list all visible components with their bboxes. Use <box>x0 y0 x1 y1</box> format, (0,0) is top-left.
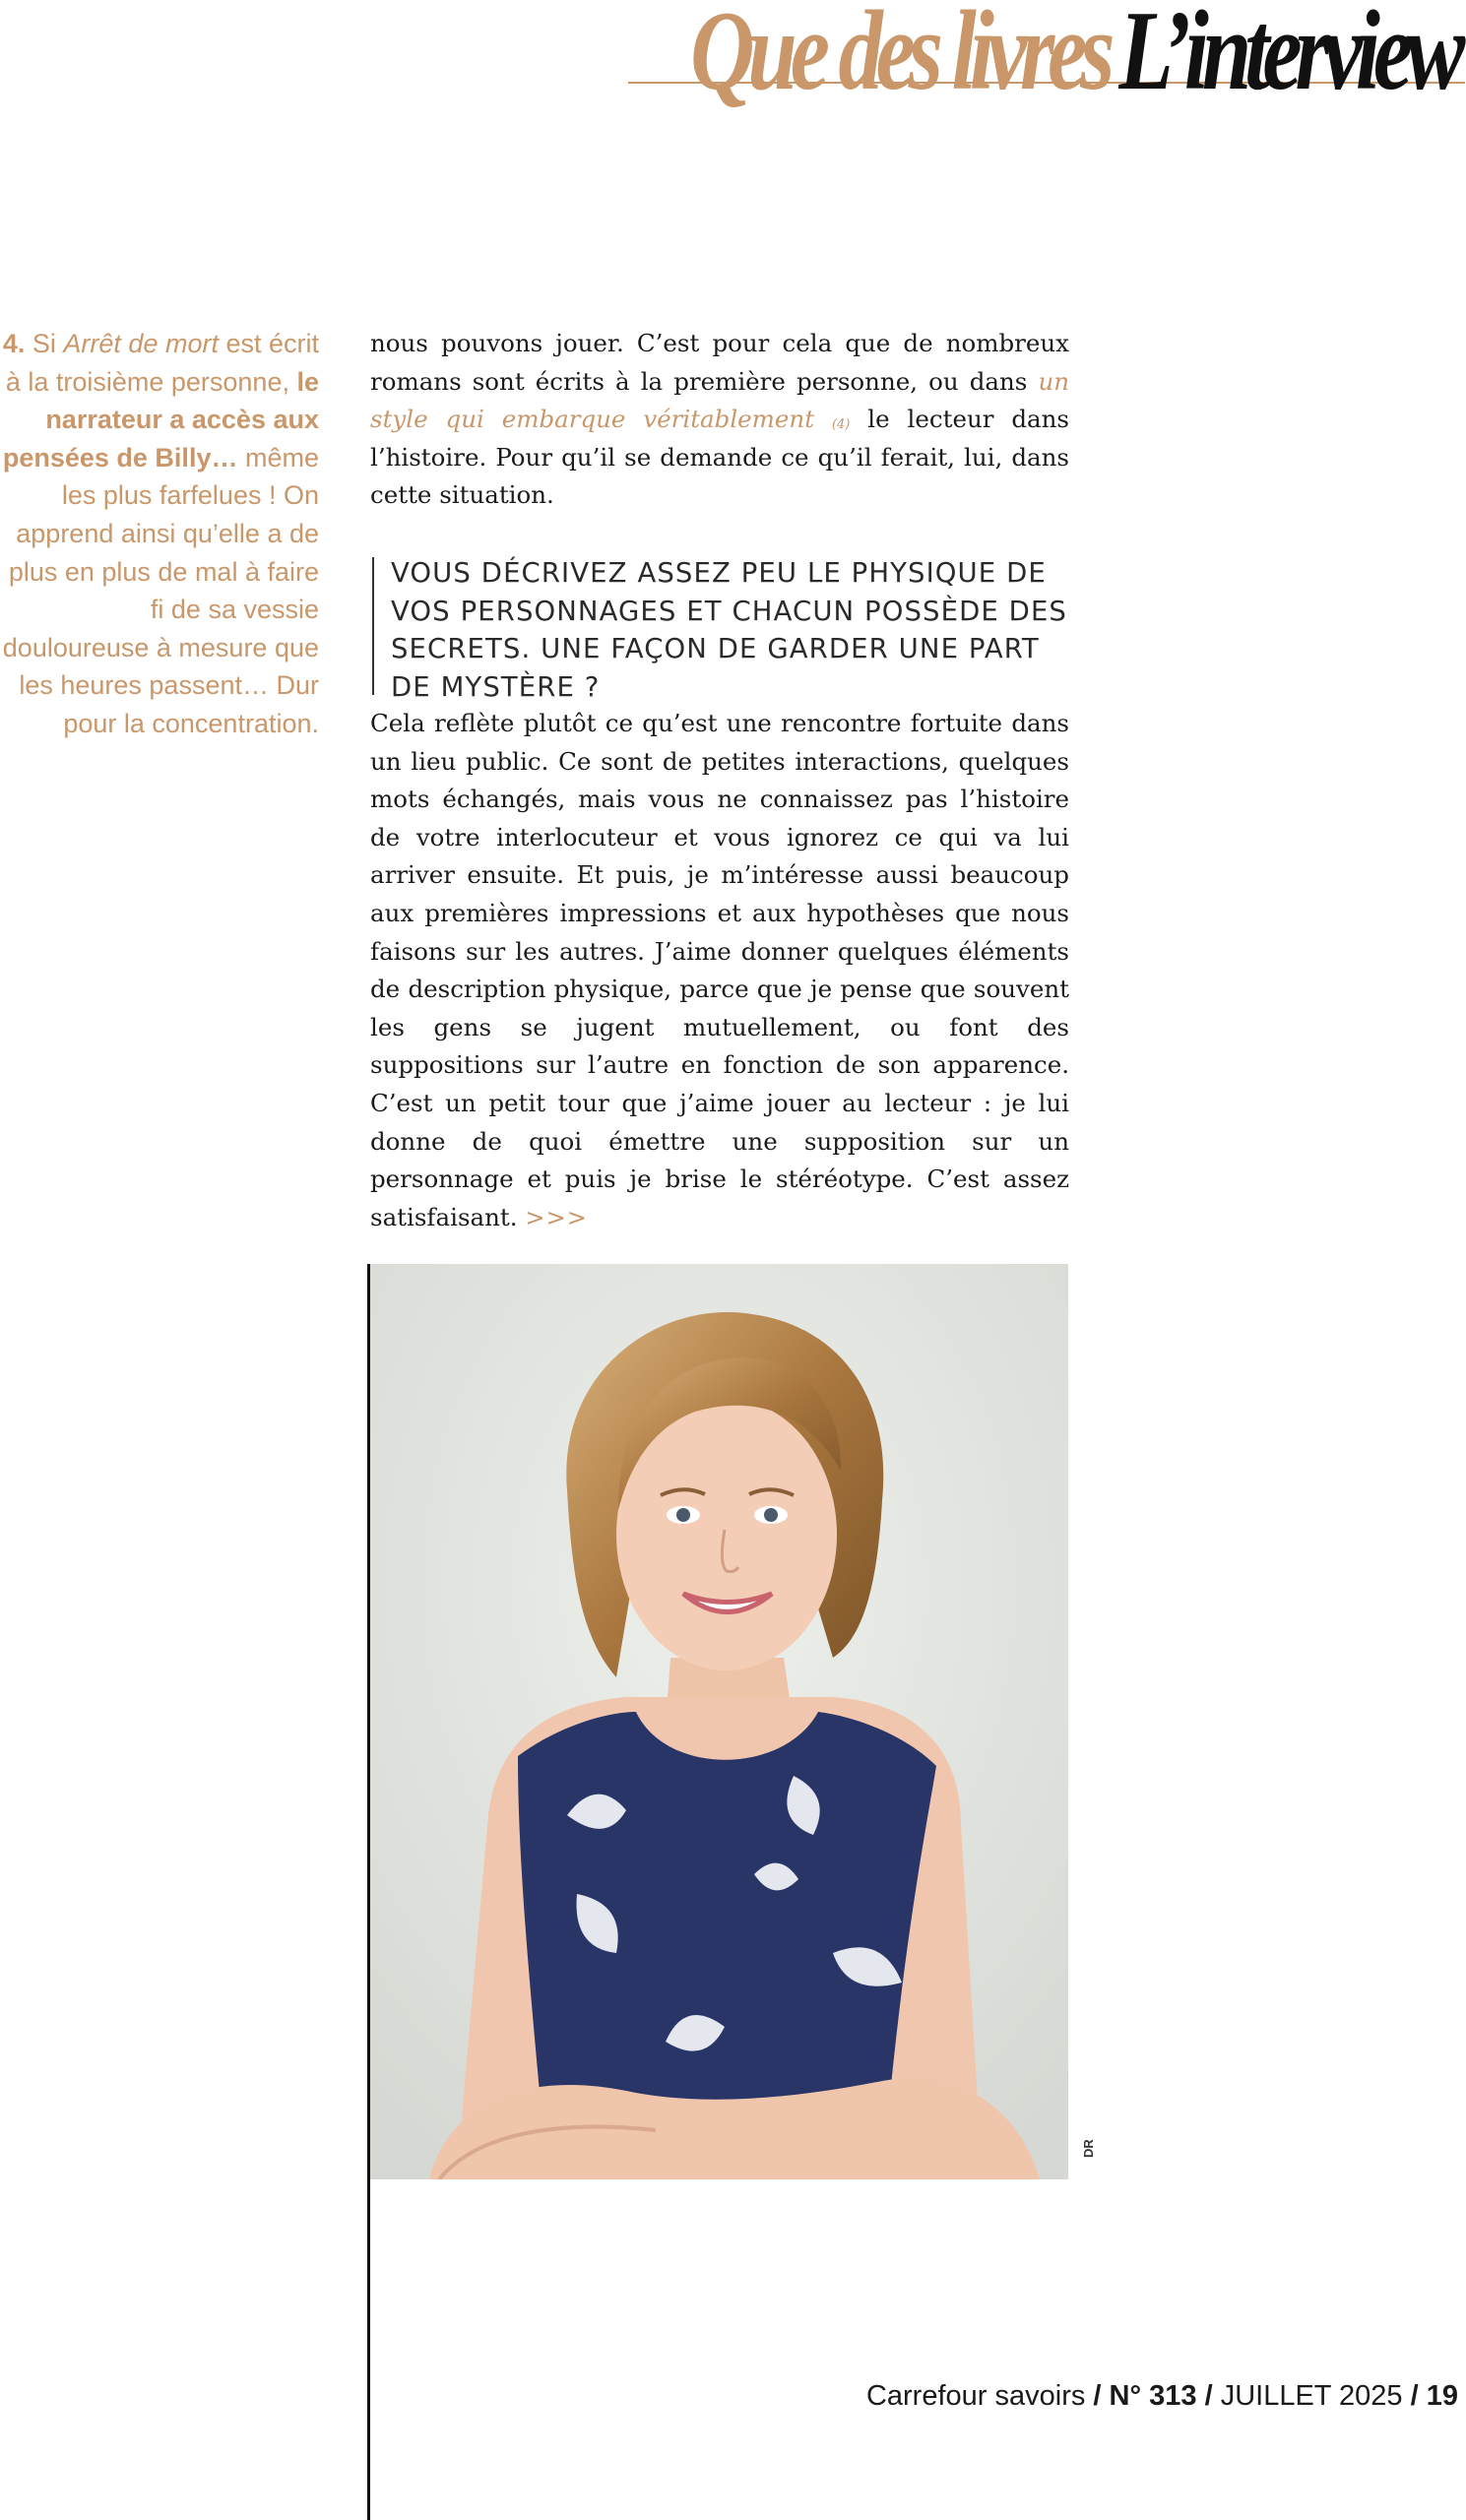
issue-number: N° 313 <box>1109 2380 1197 2412</box>
sidebar-note <box>0 325 319 743</box>
book-title: Arrêt de mort <box>63 329 219 358</box>
continue-arrows: >>> <box>525 1203 588 1231</box>
section-title: L’interview <box>1118 0 1458 114</box>
page-footer: Carrefour savoirs / N° 313 / JUILLET 2025 / 19 <box>865 2380 1458 2412</box>
author-photo <box>370 1264 1068 2179</box>
rubric-title: Que des livres <box>689 0 1109 114</box>
question-bar <box>372 557 374 695</box>
note-text-2: est écrit à la troisième personne, <box>5 329 319 397</box>
note-bold: le narrateur a accès aux pensées de Billy… <box>2 366 319 472</box>
note-text-3: même les plus farfelues ! On apprend ainsi qu’elle a de plus en plus de mal à faire fi de sa vessie douloureuse à mesure que les heures passent… Dur pour la concentration. <box>2 442 319 738</box>
body-paragraph-1: nous pouvons jouer. C’est pour cela que de nombreux romans sont écrits à la première personne, ou dans un style qui embarque véritablement $^{(4)}$ le lecteur dans l’histoire. Pour qu’il se demande ce qu’il ferait, lui, dans cette situation. <box>370 329 1069 510</box>
interview-question: VOUS DÉCRIVEZ ASSEZ PEU LE PHYSIQUE DE VOS PERSONNAGES ET CHACUN POSSÈDE DES SECRETS. UNE FAÇON DE GARDER UNE PART DE MYSTÈRE ? <box>391 557 1067 703</box>
answer-text: Cela reflète plutôt ce qu’est une rencontre fortuite dans un lieu public. Ce sont de petites interactions, quelques mots échangés, mais vous ne connaissez pas l’histoire de votre interlocuteur et vous ignorez ce qui va lui arriver ensuite. Et puis, je m’intéresse aussi beaucoup aux premières impressions et aux hypothèses que nous faisons sur les autres. J’aime donner quelques éléments de description physique, parce que je pense que souvent les gens se jugent mutuellement, ou font des suppositions sur l’autre en fonction de son apparence. C’est un petit tour que j’aime jouer au lecteur : je lui donne de quoi émettre une supposition sur un personnage et puis je brise le stéréotype. C’est assez satisfaisant. <box>370 709 1069 1231</box>
note-number: 4. <box>2 329 26 358</box>
photo-credit: DR <box>1081 2139 1096 2158</box>
footnote-ref: (4) <box>831 417 851 433</box>
page-number: 19 <box>1426 2380 1458 2412</box>
page-header <box>689 0 1458 114</box>
note-text-1: Si <box>25 329 64 358</box>
body-paragraph-2 <box>370 705 1069 1236</box>
highlighted-phrase: un style qui embarque véritablement <box>370 366 1069 434</box>
magazine-name: Carrefour savoirs <box>865 2380 1086 2412</box>
portrait-illustration <box>370 1264 1068 2179</box>
issue-date: JUILLET 2025 <box>1220 2380 1403 2412</box>
